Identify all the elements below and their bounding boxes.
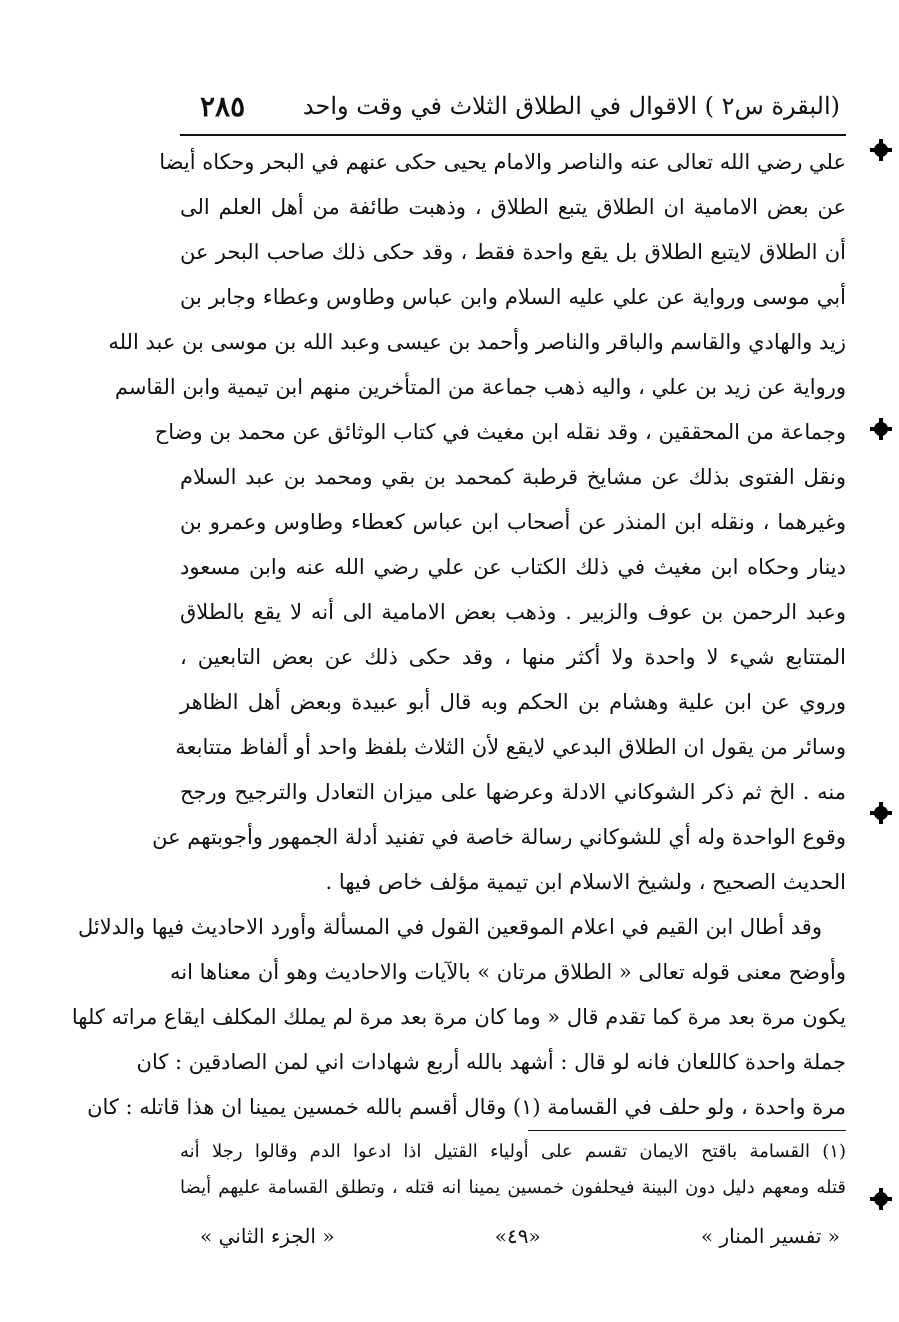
text-line: دينار وحكاه ابن مغيث في ذلك الكتاب عن علي رضي الله عنه وابن مسعود <box>180 555 846 579</box>
text-line: وقوع الواحدة وله أي للشوكاني رسالة خاصة في تفنيد أدلة الجمهور وأجوبتهم عن <box>152 825 846 849</box>
page-header <box>180 82 840 130</box>
text-line: عن بعض الامامية ان الطلاق يتبع الطلاق ، وذهبت طائفة من أهل العلم الى <box>180 195 846 219</box>
footnotes <box>180 1134 846 1206</box>
text-line: ونقل الفتوى بذلك عن مشايخ قرطبة كمحمد بن بقي ومحمد بن عبد السلام <box>180 465 846 489</box>
ink-blot-mark <box>874 806 888 820</box>
footer-volume: « الجزء الثاني » <box>200 1224 335 1248</box>
text-line: ورواية عن زيد بن علي ، واليه ذهب جماعة من المتأخرين منهم ابن تيمية وابن القاسم <box>114 375 846 399</box>
text-line: وعبد الرحمن بن عوف والزبير . وذهب بعض الامامية الى أنه لا يقع بالطلاق <box>180 600 846 624</box>
text-line: مرة واحدة ، ولو حلف في القسامة (١) وقال أقسم بالله خمسين يمينا ان هذا قاتله : كان <box>87 1095 846 1119</box>
text-line: وغيرهما ، ونقله ابن المنذر عن أصحاب ابن عباس كعطاء وطاوس وعمرو بن <box>180 510 846 534</box>
footer-book-title: « تفسير المنار » <box>700 1224 840 1248</box>
footnote-line: قتله ومعهم دليل دون البينة فيحلفون خمسين يمينا انه قتله ، وتطلق القسامة عليهم أيضا <box>180 1177 846 1198</box>
text-line: وروي عن ابن علية وهشام بن الحكم وبه قال أبو عبيدة وبعض أهل الظاهر <box>180 690 847 714</box>
footnote-line: (١) القسامة باقتح الايمان تقسم على أولياء القتيل اذا ادعوا الدم وقالوا رجلا أنه <box>180 1141 846 1162</box>
text-line: زيد والهادي والقاسم والباقر والناصر وأحمد بن عيسى وعبد الله بن موسى بن عبد الله <box>108 330 846 354</box>
header-divider <box>180 134 846 136</box>
running-title: (البقرة س٢ ) الاقوال في الطلاق الثلاث في وقت واحد <box>302 92 840 120</box>
text-line: الحديث الصحيح ، ولشيخ الاسلام ابن تيمية مؤلف خاص فيها . <box>325 870 846 894</box>
paragraph-start-line: وقد أطال ابن القيم في اعلام الموقعين القول في المسألة وأورد الاحاديث فيها والدلائل <box>77 915 822 939</box>
text-line: يكون مرة بعد مرة كما تقدم قال « وما كان مرة بعد مرة لم يملك المكلف ايقاع مراته كلها <box>71 1005 846 1029</box>
page-number: ٢٨٥ <box>200 89 246 123</box>
text-line: منه . الخ ثم ذكر الشوكاني الادلة وعرضها على ميزان التعادل والترجيح ورجح <box>180 780 846 804</box>
text-line: جملة واحدة كاللعان فانه لو قال : أشهد بالله أربع شهادات اني لمن الصادقين : كان <box>136 1050 846 1074</box>
ink-blot-mark <box>874 1192 888 1206</box>
text-line: وجماعة من المحققين ، وقد نقله ابن مغيث في كتاب الوثائق عن محمد بن وضاح <box>154 420 846 444</box>
text-line: وأوضح معنى قوله تعالى « الطلاق مرتان » بالآيات والاحاديث وهو أن معناها انه <box>169 960 846 984</box>
text-line: المتتابع شيء لا واحدة ولا أكثر منها ، وقد حكى ذلك عن بعض التابعين ، <box>180 645 846 669</box>
ink-blot-mark <box>874 143 888 157</box>
body-text <box>71 140 847 1130</box>
text-line: أن الطلاق لايتبع الطلاق بل يقع واحدة فقط ، وقد حكى ذلك صاحب البحر عن <box>180 240 846 264</box>
text-line: علي رضي الله تعالى عنه والناصر والامام يحيى حكى عنهم في البحر وحكاه أيضا <box>159 150 846 174</box>
page-footer <box>200 1218 840 1254</box>
text-line: أبي موسى ورواية عن علي عليه السلام وابن عباس وطاوس وعطاء وجابر بن <box>180 285 846 309</box>
text-line: وسائر من يقول ان الطلاق البدعي لايقع لأن الثلاث بلفظ واحد أو ألفاظ متتابعة <box>175 735 846 759</box>
footnote-divider <box>528 1130 846 1131</box>
footer-sheet-number: «٤٩» <box>494 1224 541 1248</box>
ink-blot-mark <box>874 422 888 436</box>
